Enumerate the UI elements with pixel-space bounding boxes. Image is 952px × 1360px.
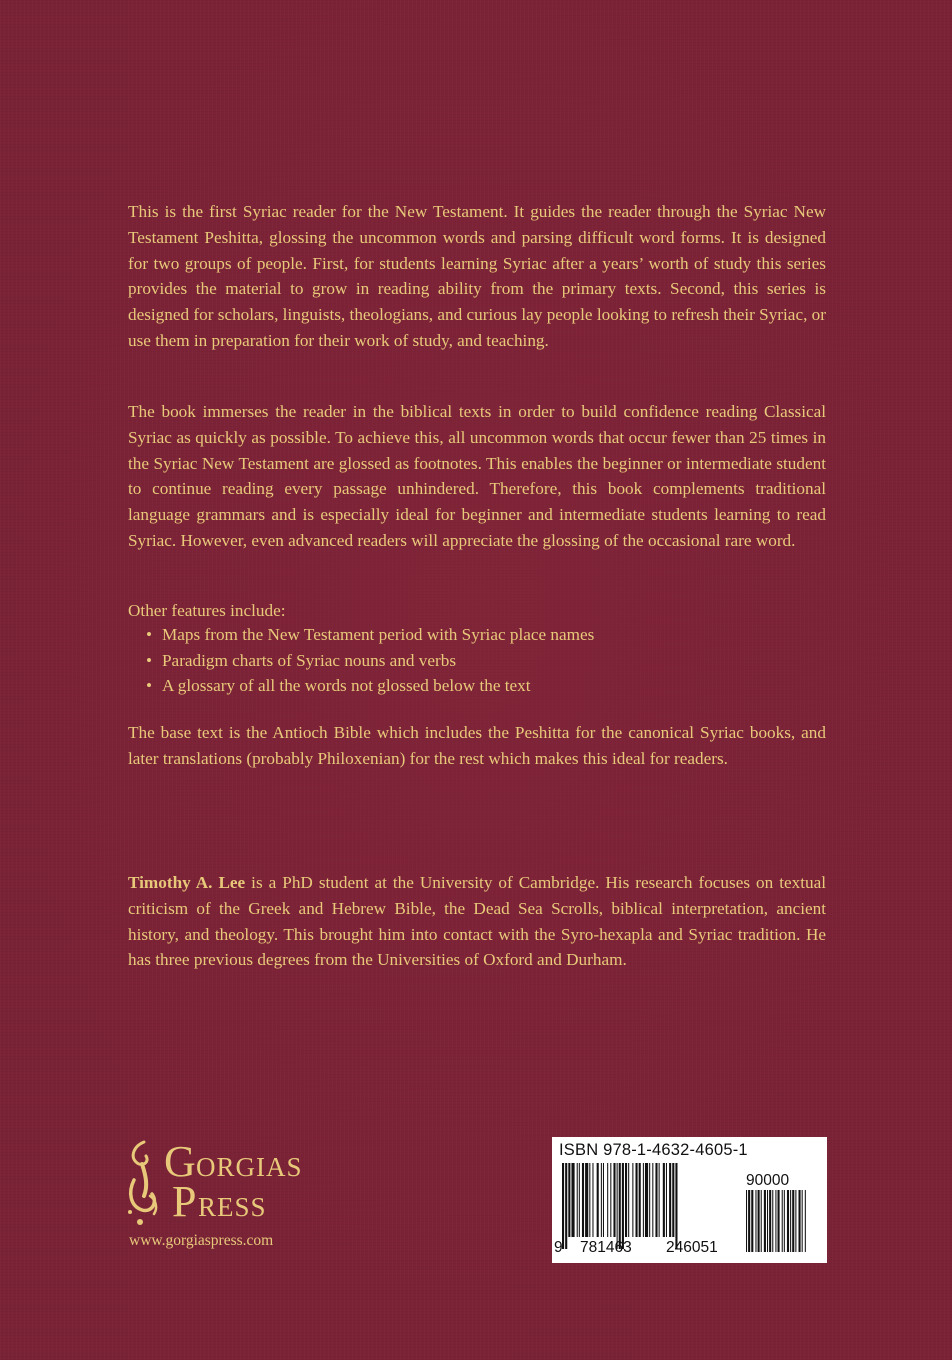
isbn-number: ISBN 978-1-4632-4605-1 [559,1141,748,1159]
publisher-website: www.gorgiaspress.com [129,1232,274,1249]
barcode-digit-first: 9 [554,1239,563,1256]
description-paragraph-3: The base text is the Antioch Bible which includes the Peshitta for the canonical Syriac books, and later translations (probably Philoxenian) for the rest which makes this ideal for readers. [128,723,826,768]
feature-item-glossary: • A glossary of all the words not glossed below the text [146,673,594,699]
barcode-digits-right: 246051 [666,1239,718,1256]
author-bio [128,870,826,973]
isbn-barcode [552,1137,827,1263]
calligraphic-emblem-icon [120,1136,170,1228]
features-intro: Other features include: [128,601,286,620]
gorgias-press-logo: G ORGIAS P RESS [120,1136,340,1226]
author-bio-text: is a PhD student at the University of Cambridge. His research focuses on textual criticism of the Greek and Hebrew Bible, the Dead Sea Scrolls, biblical interpretation, ancient history, and theology. This brought him into contact with the Syro-hexapla and Syriac tradition. He has three previous degrees from the Universities of Oxford and Durham. [128,873,826,970]
feature-item-paradigm-charts: • Paradigm charts of Syriac nouns and verbs [146,648,594,674]
description-paragraph-1: This is the first Syriac reader for the New Testament. It guides the reader through the Syriac New Testament Peshitta, glossing the uncommon words and parsing difficult word forms. It is designed for two groups of people. First, for students learning Syriac after a years’ worth of study this series provides the material to grow in reading ability from the primary texts. Second, this series is designed for scholars, linguists, theologians, and curious lay people looking to refresh their Syriac, or use them in preparation for their work of study, and teaching. [128,202,826,350]
price-code: 90000 [746,1172,790,1189]
description-paragraph-2: The book immerses the reader in the biblical texts in order to build confidence reading Classical Syriac as quickly as possible. To achieve this, all uncommon words that occur fewer than 25 times in the Syriac New Testament are glossed as footnotes. This enables the beginner or intermediate student to continue reading every passage unhindered. Therefore, this book complements traditional language grammars and is especially ideal for beginner and intermediate students learning to read Syriac. However, even advanced readers will appreciate the glossing of the occasional rare word. [128,402,826,550]
features-list [146,622,594,699]
feature-item-maps: • Maps from the New Testament period with Syriac place names [146,622,594,648]
barcode-digits-left: 781463 [580,1239,632,1256]
price-addon-bars [746,1190,818,1252]
author-name: Timothy A. Lee [128,873,246,892]
